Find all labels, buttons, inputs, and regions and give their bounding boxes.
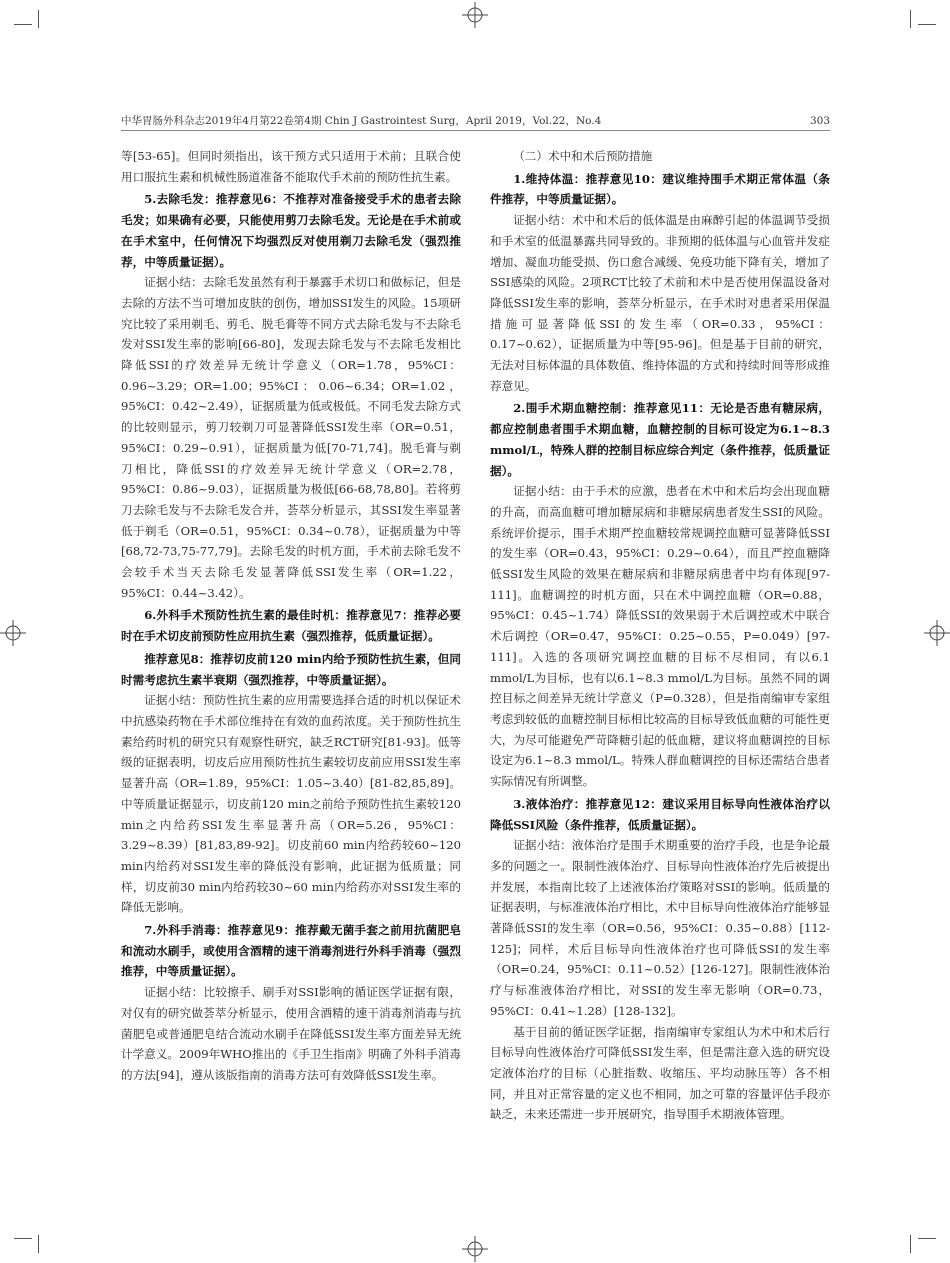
- crop-mark-top-left: [14, 24, 32, 26]
- recommendation-heading: 7.外科手消毒：推荐意见9：推荐戴无菌手套之前用抗菌肥皂和流动水刷手，或使用含酒精的速干消毒剂进行外科手消毒（强烈推荐，中等质量证据）。: [121, 923, 461, 979]
- recommendation-heading: 推荐意见8：推荐切皮前120 min内给予预防性抗生素，但同时需考虑抗生素半衰期（强烈推荐，中等质量证据）。: [121, 651, 461, 687]
- paragraph: 证据小结：比较擦手、刷手对SSI影响的循证医学证据有限，对仅有的研究做荟萃分析显示，使用含酒精的速干消毒剂消毒与抗菌肥皂或普通肥皂结合流动水刷手在降低SSI发生率方面差异无统计学意义。2009年WHO推出的《手卫生指南》明确了外科手消毒的方法[94]，遵从该版指南的消毒方法可有效降低SSI发生率。: [121, 985, 461, 1082]
- paragraph: 证据小结：由于手术的应激，患者在术中和术后均会出现血糖的升高，而高血糖可增加糖尿病和非糖尿病患者发生SSI的风险。系统评价提示，围手术期严控血糖较常规调控血糖可显著降低SSI的发生率（OR=0.43，95%CI：0.29~0.64），而且严控血糖降低SSI发生风险的效果在糖尿病和非糖尿病患者中均有体现[97-111]。血糖调控的时机方面，只在术中调控血糖（OR=0.88，95%CI：0.45~1.74）降低SSI的效果弱于术后调控或术中联合术后调控（OR=0.47，95%CI：0.25~0.55，P=0.049）[97-111]。入选的各项研究调控血糖的目标不尽相同，有以6.1 mmol/L为目标，也有以6.1~8.3 mmol/L为目标。虽然不同的调控目标之间差异无统计学意义（P=0.328），但是指南编审专家组考虑到较低的血糖控制目标相比较高的目标导致低血糖的可能性更大，为尽可能避免严苛降糖引起的低血糖，建议将血糖调控的目标设定为6.1~8.3 mmol/L。特殊人群血糖调控的目标还需结合患者实际情况有所调整。: [490, 484, 830, 789]
- paragraph: 基于目前的循证医学证据，指南编审专家组认为术中和术后行目标导向性液体治疗可降低SSI发生率，但是需注意入选的研究设定液体治疗的目标（心脏指数、收缩压、平均动脉压等）各不相同，并且对正常容量的定义也不相同，加之可靠的容量评估手段亦缺乏，未来还需进一步开展研究，指导围手术期液体管理。: [490, 1024, 830, 1122]
- paragraph: 证据小结：去除毛发虽然有利于暴露手术切口和做标记，但是去除的方法不当可增加皮肤的创伤，增加SSI发生的风险。15项研究比较了采用剃毛、剪毛、脱毛膏等不同方式去除毛发与不去除毛发对SSI发生率的影响[66-80]，发现去除毛发与不去除毛发相比降低SSI的疗效差异无统计学意义（OR=1.78，95%CI：0.96~3.29；OR=1.00；95%CI：0.06~6.34；OR=1.02，95%CI：0.42~2.49），证据质量为低或极低。不同毛发去除方式的比较则显示，剪刀较剃刀可显著降低SSI发生率（OR=0.51，95%CI：0.29~0.91），证据质量为低[70-71,74]。脱毛膏与剃刀相比，降低SSI的疗效差异无统计学意义（OR=2.78，95%CI：0.86~9.03），证据质量为极低[66-68,78,80]。若将剪刀去除毛发与不去除毛发合并，荟萃分析显示，其SSI发生率显著低于剃毛（OR=0.51，95%CI：0.34~0.78），证据质量为中等[68,72-73,75-77,79]。去除毛发的时机方面，手术前去除毛发不会较手术当天去除毛发显著降低SSI发生率（OR=1.22，95%CI：0.44~3.42）。: [121, 275, 461, 600]
- crop-mark-bottom-right: [910, 1235, 912, 1253]
- left-column: [121, 146, 461, 1086]
- recommendation-heading: 6.外科手术预防性抗生素的最佳时机：推荐意见7：推荐必要时在手术切皮前预防性应用抗生素（强烈推荐，低质量证据）。: [121, 608, 461, 644]
- crop-mark-top-left: [38, 10, 40, 28]
- recommendation-heading: 2.围手术期血糖控制：推荐意见11：无论是否患有糖尿病，都应控制患者围手术期血糖，血糖控制的目标可设定为6.1~8.3 mmol/L，特殊人群的控制目标应综合判定（条件推荐，低质量证据）。: [490, 401, 830, 478]
- crop-mark-bottom-left: [38, 1235, 40, 1253]
- crop-mark-bottom-left: [14, 1238, 32, 1240]
- paragraph: 证据小结：预防性抗生素的应用需要选择合适的时机以保证术中抗感染药物在手术部位维持在有效的血药浓度。关于预防性抗生素给药时机的研究只有观察性研究，缺乏RCT研究[81-93]。低等级的证据表明，切皮后应用预防性抗生素较切皮前应用SSI发生率显著升高（OR=1.89，95%CI：1.05~3.40）[81-82,85,89]。中等质量证据显示，切皮前120 min之前给予预防性抗生素较120 min之内给药SSI发生率显著升高（OR=5.26，95%CI：3.29~8.39）[81,83,89-92]。切皮前60 min内给药较60~120 min内给药对SSI发生率的降低没有影响，此证据为低质量；同样，切皮前30 min内给药较30~60 min内给药亦对SSI发生率的降低无影响。: [121, 693, 461, 915]
- registration-mark-right: [924, 620, 950, 646]
- paragraph: 证据小结：液体治疗是围手术期重要的治疗手段，也是争论最多的问题之一。限制性液体治疗、目标导向性液体治疗先后被提出并发展，本指南比较了上述液体治疗策略对SSI的影响。低质量的证据表明，与标准液体治疗相比，术中目标导向性液体治疗能够显著降低SSI的发生率（OR=0.56，95%CI：0.35~0.88）[112-125]；同样，术后目标导向性液体治疗也可降低SSI的发生率（OR=0.24，95%CI：0.11~0.52）[126-127]。限制性液体治疗与标准液体治疗相比，对SSI的发生率无影响（OR=0.73，95%CI：0.41~1.28）[128-132]。: [490, 838, 830, 1018]
- recommendation-heading: 1.维持体温：推荐意见10：建议维持围手术期正常体温（条件推荐，中等质量证据）。: [490, 171, 830, 207]
- journal-citation: 中华胃肠外科杂志2019年4月第22卷第4期 Chin J Gastrointest Surg，April 2019，Vol.22，No.4: [121, 115, 602, 127]
- crop-mark-top-right: [918, 24, 936, 26]
- running-header: [121, 112, 830, 131]
- section-heading: （二）术中和术后预防措施: [513, 149, 653, 163]
- registration-mark-left: [0, 620, 26, 646]
- paragraph: 证据小结：术中和术后的低体温是由麻醉引起的体温调节受损和手术室的低温暴露共同导致的。非预期的低体温与心血管并发症增加、凝血功能受损、伤口愈合减缓、免疫功能下降有关，增加了SSI感染的风险。2项RCT比较了术前和术中是否使用保温设备对降低SSI发生率的影响，荟萃分析显示，在手术时对患者采用保温措施可显著降低SSI的发生率（OR=0.33，95%CI：0.17~0.62），证据质量为中等[95-96]。但是基于目前的研究，无法对目标体温的具体数值、维持体温的方式和持续时间等形成推荐意见。: [490, 213, 830, 393]
- crop-mark-bottom-right: [918, 1238, 936, 1240]
- page-number: 303: [809, 115, 830, 127]
- paragraph: 等[53-65]。但同时须指出，该干预方式只适用于术前；且联合使用口服抗生素和机械性肠道准备不能取代手术前的预防性抗生素。: [121, 149, 461, 184]
- recommendation-heading: 5.去除毛发：推荐意见6：不推荐对准备接受手术的患者去除毛发；如果确有必要，只能使用剪刀去除毛发。无论是在手术前或在手术室中，任何情况下均强烈反对使用剃刀去除毛发（强烈推荐，中等质量证据）。: [121, 192, 461, 269]
- right-column: [490, 146, 830, 1125]
- registration-mark-top: [462, 2, 488, 28]
- recommendation-heading: 3.液体治疗：推荐意见12：建议采用目标导向性液体治疗以降低SSI风险（条件推荐，低质量证据）。: [490, 796, 830, 832]
- crop-mark-top-right: [910, 10, 912, 28]
- registration-mark-bottom: [462, 1236, 488, 1262]
